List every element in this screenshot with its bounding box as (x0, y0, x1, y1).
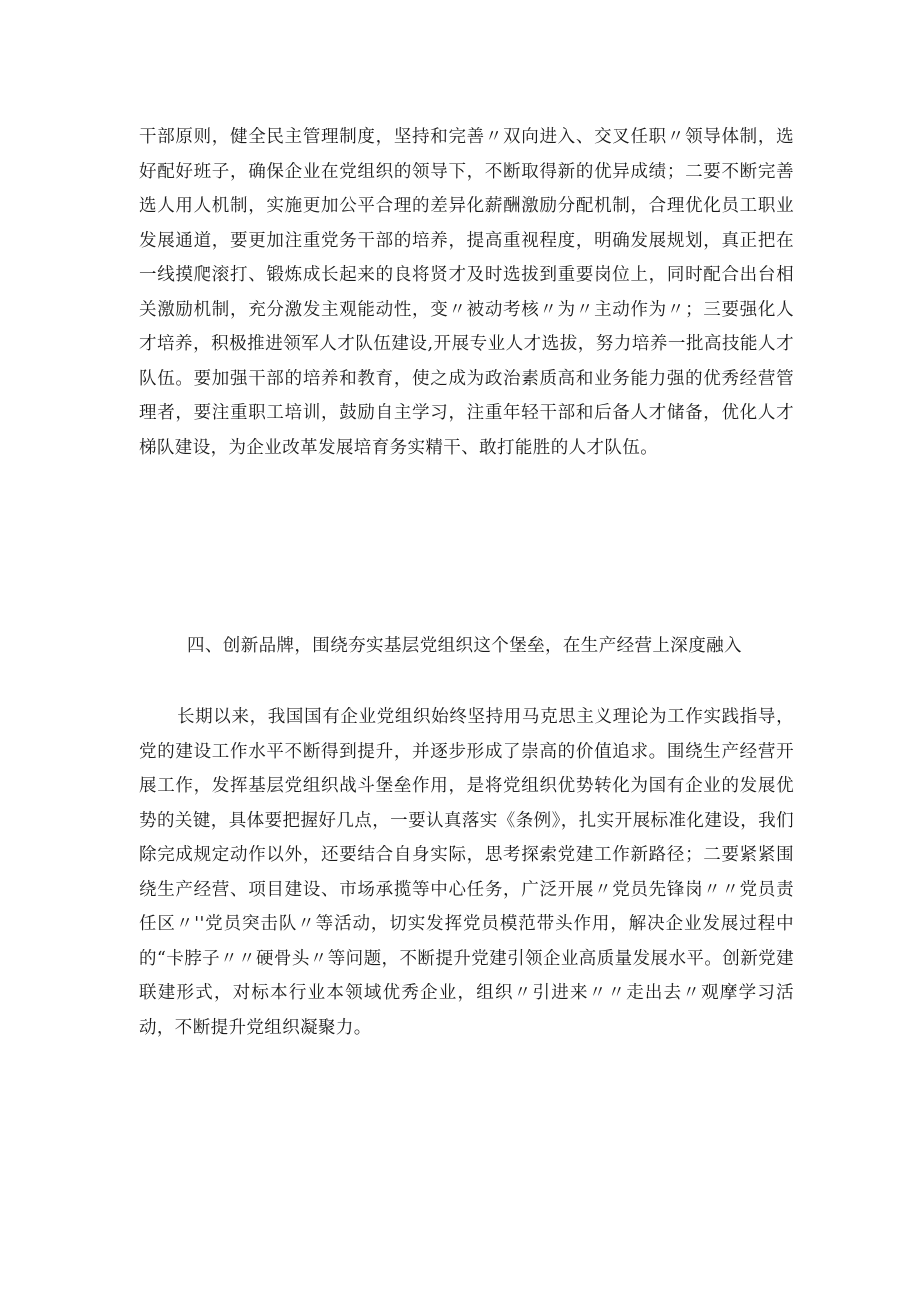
body-paragraph: 长期以来，我国国有企业党组织始终坚持用马克思主义理论为工作实践指导，党的建设工作水平不断得到提升，并逐步形成了崇高的价值追求。围绕生产经营开展工作，发挥基层党组织战斗堡垒作用，是将党组织优势转化为国有企业的发展优势的关键，具体要把握好几点，一要认真落实《条例》，扎实开展标准化建设，我们除完成规定动作以外，还要结合自身实际，思考探索党建工作新路径；二要紧紧围绕生产经营、项目建设、市场承揽等中心任务，广泛开展〃党员先锋岗〃〃党员责任区〃''党员突击队〃等活动，切实发挥党员模范带头作用，解决企业发展过程中的“卡脖子〃〃硬骨头〃等问题，不断提升党建引领企业高质量发展水平。创新党建联建形式，对标本行业本领域优秀企业，组织〃引进来〃〃走出去〃观摩学习活动，不断提升党组织凝聚力。 (139, 707, 794, 1038)
section-heading: 四、创新品牌，围绕夯实基层党组织这个堡垒，在生产经营上深度融入 (187, 636, 742, 656)
body-paragraph-continued: 干部原则，健全民主管理制度，坚持和完善〃双向进入、交叉任职〃领导体制，选好配好班子，确保企业在党组织的领导下，不断取得新的优异成绩；二要不断完善选人用人机制，实施更加公平合理的差异化薪酬激励分配机制，合理优化员工职业发展通道，要更加注重党务干部的培养，提高重视程度，明确发展规划，真正把在一线摸爬滚打、锻炼成长起来的良将贤才及时选拔到重要岗位上，同时配合出台相关激励机制，充分激发主观能动性，变〃被动考核〃为〃主动作为〃；三要强化人才培养，积极推进领军人才队伍建设,开展专业人才选拔，努力培养一批高技能人才队伍。要加强干部的培养和教育，使之成为政治素质高和业务能力强的优秀经营管理者，要注重职工培训，鼓励自主学习，注重年轻干部和后备人才储备，优化人才梯队建设，为企业改革发展培育务实精干、敢打能胜的人才队伍。 (139, 127, 794, 458)
